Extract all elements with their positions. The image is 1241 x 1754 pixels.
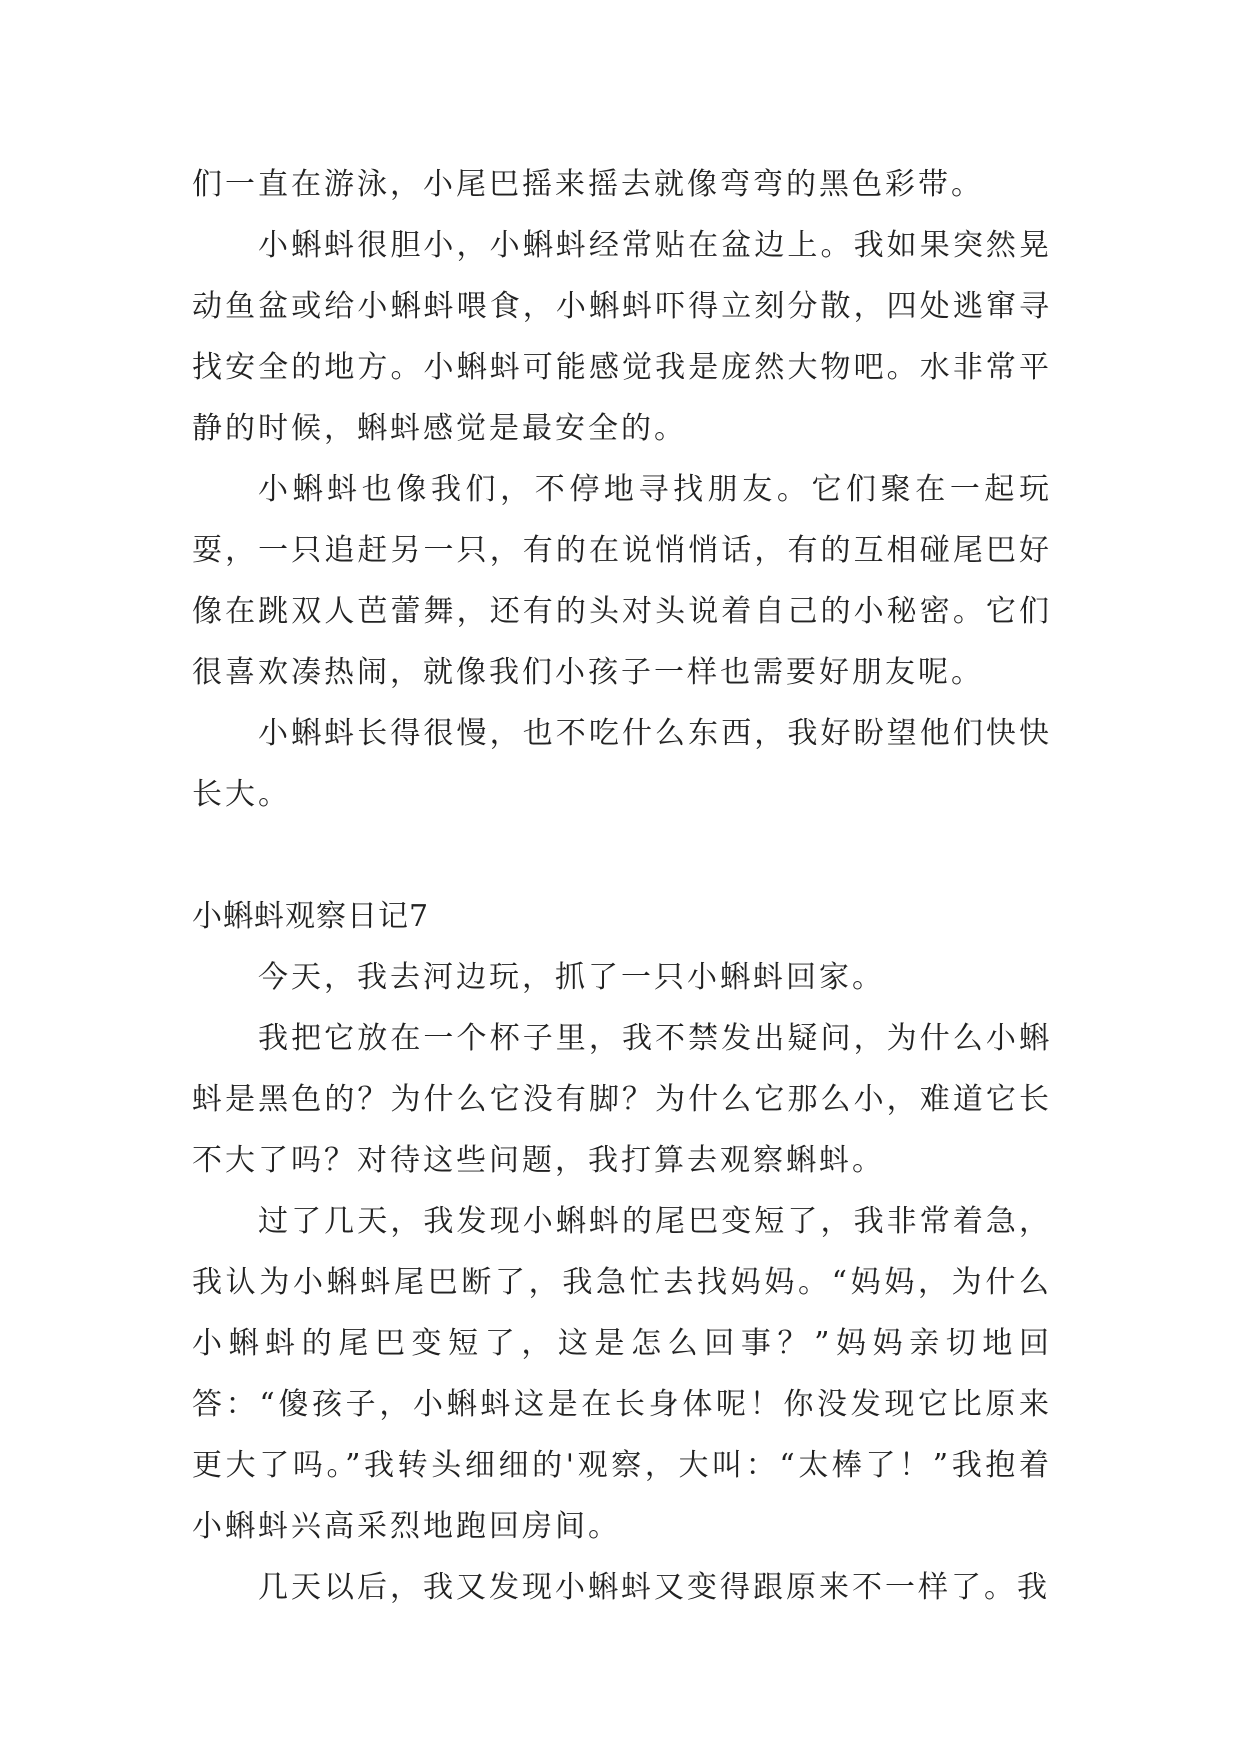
- section-spacer: [192, 825, 1052, 886]
- paragraph-change: 几天以后，我又发现小蝌蚪又变得跟原来不一样了。我: [258, 1570, 1050, 1605]
- section-title: 小蝌蚪观察日记7: [192, 899, 430, 934]
- paragraph-tail: 过了几天，我发现小蝌蚪的尾巴变短了，我非常着急，我认为小蝌蚪尾巴断了，我急忙去找妈妈。“妈妈，为什么小蝌蚪的尾巴变短了，这是怎么回事？”妈妈亲切地回答：“傻孩子，小蝌蚪这是在长身体呢！你没发现它比原来更大了吗。”我转头细细的'观察，大叫：“太棒了！”我抱着小蝌蚪兴高采烈地跑回房间。: [192, 1204, 1052, 1544]
- paragraph-growth: 小蝌蚪长得很慢，也不吃什么东西，我好盼望他们快快长大。: [192, 716, 1052, 812]
- document-page: [192, 154, 1052, 1618]
- paragraph-friends: 小蝌蚪也像我们，不停地寻找朋友。它们聚在一起玩耍，一只追赶另一只，有的在说悄悄话，有的互相碰尾巴好像在跳双人芭蕾舞，还有的头对头说着自己的小秘密。它们很喜欢凑热闹，就像我们小孩子一样也需要好朋友呢。: [192, 472, 1052, 690]
- paragraph-questions: 我把它放在一个杯子里，我不禁发出疑问，为什么小蝌蚪是黑色的？为什么它没有脚？为什么它那么小，难道它长不大了吗？对待这些问题，我打算去观察蝌蚪。: [192, 1021, 1052, 1178]
- paragraph-river: 今天，我去河边玩，抓了一只小蝌蚪回家。: [258, 960, 885, 995]
- paragraph-continuation: 们一直在游泳，小尾巴摇来摇去就像弯弯的黑色彩带。: [192, 167, 984, 202]
- paragraph-timid: 小蝌蚪很胆小，小蝌蚪经常贴在盆边上。我如果突然晃动鱼盆或给小蝌蚪喂食，小蝌蚪吓得立刻分散，四处逃窜寻找安全的地方。小蝌蚪可能感觉我是庞然大物吧。水非常平静的时候，蝌蚪感觉是最安全的。: [192, 228, 1052, 446]
